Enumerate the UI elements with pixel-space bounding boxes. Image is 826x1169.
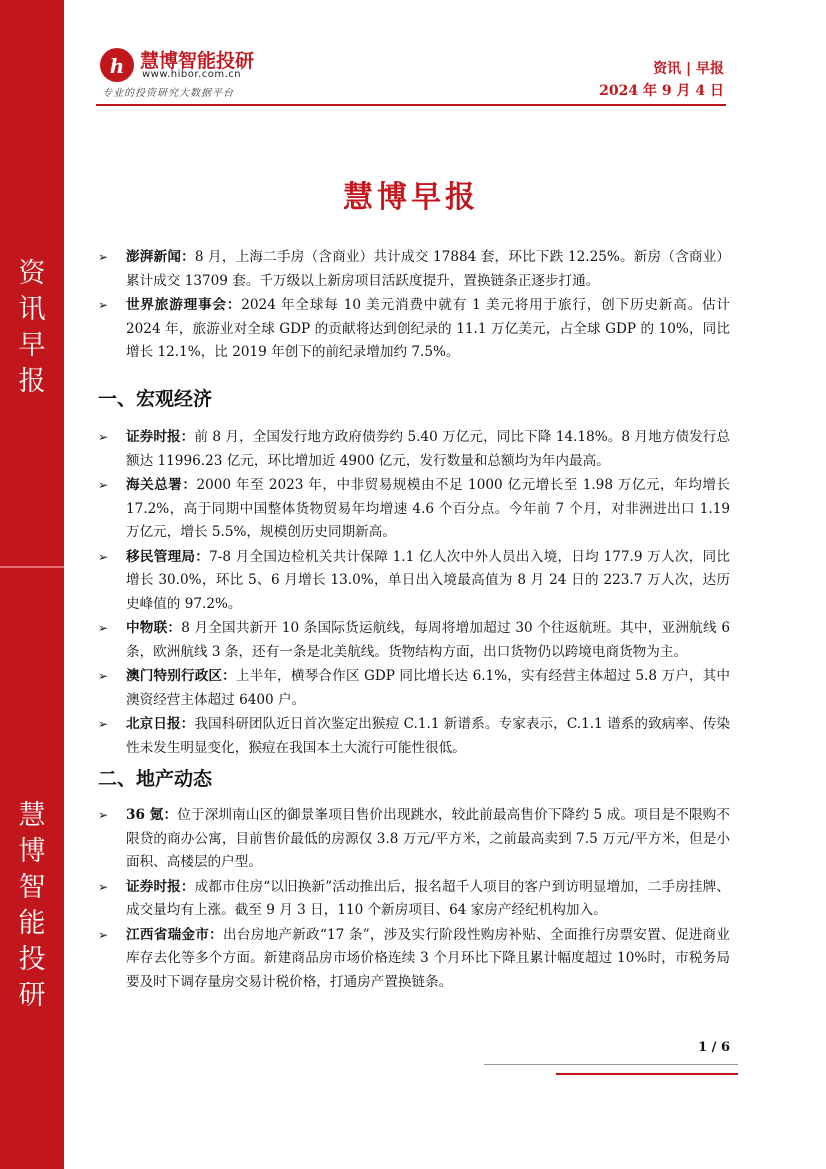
news-text: 成都市住房“以旧换新”活动推出后，报名超千人项目的客户到访明显增加，二手房挂牌、成交量均有上涨。截至 9 月 3 日，110 个新房项目、64 家房产经纪机构加入。 <box>126 878 730 918</box>
logo-url: www.hibor.com.cn <box>142 69 242 80</box>
logo-slogan: 专业的投资研究大数据平台 <box>102 88 234 99</box>
brand-logo <box>100 46 400 106</box>
logo-mark-icon: h <box>100 48 134 82</box>
footer-rule <box>484 1064 738 1065</box>
news-text: 2000 年至 2023 年，中非贸易规模由不足 1000 亿元增长至 1.98 万亿元，年均增长 17.2%，高于同期中国整体货物贸易年均增速 4.6 个百分点。今年前 7 个月，对非洲进出口 1.19 万亿元，增长 5.5%，规模创历史同期新高。 <box>126 477 730 540</box>
sidebar-char: 研 <box>18 980 46 1011</box>
news-source: 江西省瑞金市： <box>126 926 224 943</box>
page-title: 慧博早报 <box>343 180 479 215</box>
news-item <box>98 713 730 760</box>
news-source: 澎湃新闻： <box>126 249 195 265</box>
sidebar-char: 讯 <box>18 294 46 325</box>
footer-accent-rule <box>556 1073 738 1075</box>
arrow-bullet-icon: ➢ <box>98 430 109 444</box>
sidebar-band <box>0 0 64 1169</box>
news-item <box>98 426 730 473</box>
header-date: 2024 年 9 月 4 日 <box>599 83 724 99</box>
arrow-bullet-icon: ➢ <box>98 927 109 942</box>
sidebar-char: 资 <box>18 258 46 289</box>
news-item <box>98 294 730 365</box>
sidebar-char: 博 <box>18 836 46 867</box>
arrow-bullet-icon: ➢ <box>98 549 109 564</box>
property-list <box>98 804 730 995</box>
sidebar-divider <box>0 566 64 568</box>
sidebar-char: 智 <box>18 872 46 903</box>
section-heading: 一、宏观经济 <box>98 388 213 410</box>
news-text: 8 月，上海二手房（含商业）共计成交 17884 套，环比下跌 12.25%。新房（含商业）累计成交 13709 套。千万级以上新房项目活跃度提升，置换链条正逐步打通。 <box>126 249 731 289</box>
header-rule <box>96 104 726 106</box>
arrow-bullet-icon: ➢ <box>98 669 109 683</box>
logo-name: 慧博智能投研 <box>140 50 255 72</box>
sidebar-char: 慧 <box>18 800 46 831</box>
news-text: 位于深圳南山区的御景峯项目售价出现跳水，较此前最高售价下降约 5 成。项目是不限购不限贷的商办公寓，目前售价最低的房源仅 3.8 万元/平方米，之前最高卖到 7.5 万元/平方米，但是小面积、高楼层的户型。 <box>126 807 730 870</box>
news-item <box>98 804 730 875</box>
arrow-bullet-icon: ➢ <box>98 808 109 822</box>
news-source: 证券时报： <box>126 878 195 895</box>
news-text: 7-8 月全国边检机关共计保障 1.1 亿人次中外人员出入境，日均 177.9 万人次，同比增长 30.0%，环比 5、6 月增长 13.0%，单日出入境最高值为 8 月 24 日的 223.7 万人次，达历史峰值的 97.2%。 <box>126 548 731 612</box>
sidebar-char: 早 <box>18 330 46 361</box>
sidebar-bottom-label <box>0 798 64 1014</box>
news-source: 中物联： <box>126 620 182 636</box>
arrow-bullet-icon: ➢ <box>98 478 109 492</box>
arrow-bullet-icon: ➢ <box>98 621 109 635</box>
news-source: 36 氪： <box>126 807 178 823</box>
sidebar-char: 投 <box>18 944 46 975</box>
news-item <box>98 924 730 995</box>
news-source: 澳门特别行政区： <box>126 668 236 684</box>
news-source: 海关总署： <box>126 477 197 493</box>
news-source: 证券时报： <box>126 429 195 445</box>
news-item <box>98 876 730 923</box>
news-source: 北京日报： <box>126 716 195 732</box>
news-item <box>98 246 730 293</box>
sidebar-char: 报 <box>18 366 46 397</box>
arrow-bullet-icon: ➢ <box>98 879 109 894</box>
arrow-bullet-icon: ➢ <box>98 717 109 731</box>
header-category: 资讯 | 早报 <box>653 61 724 77</box>
intro-list <box>98 246 730 366</box>
news-source: 世界旅游理事会： <box>126 297 242 313</box>
news-text: 我国科研团队近日首次鉴定出猴痘 C.1.1 新谱系。专家表示，C.1.1 谱系的致病率、传染性未发生明显变化，猴痘在我国本土大流行可能性很低。 <box>126 716 730 756</box>
page-number: 1 / 6 <box>698 1040 730 1055</box>
sidebar-top-label <box>0 256 64 400</box>
news-text: 2024 年全球每 10 美元消费中就有 1 美元将用于旅行，创下历史新高。估计 2024 年，旅游业对全球 GDP 的贡献将达到创纪录的 11.1 万亿美元，占全球 GDP 的 10%，同比增长 12.1%，比 2019 年创下的前纪录增加约 7.5%。 <box>126 297 730 360</box>
arrow-bullet-icon: ➢ <box>98 298 109 312</box>
news-item <box>98 665 730 712</box>
news-item <box>98 546 730 617</box>
arrow-bullet-icon: ➢ <box>98 250 109 264</box>
news-item <box>98 617 730 664</box>
news-text: 出台房地产新政“17 条”，涉及实行阶段性购房补贴、全面推行房票安置、促进商业库存去化等多个方面。新建商品房市场价格连续 3 个月环比下降且累计幅度超过 10%时，市税务局要及时下调存量房交易计税价格，打通房产置换链条。 <box>126 926 731 990</box>
news-source: 移民管理局： <box>126 548 210 565</box>
news-text: 8 月全国共新开 10 条国际货运航线，每周将增加超过 30 个往返航班。其中，亚洲航线 6 条，欧洲航线 3 条，还有一条是北美航线。货物结构方面，出口货物仍以跨境电商货物为主。 <box>126 620 730 660</box>
news-text: 上半年，横琴合作区 GDP 同比增长达 6.1%，实有经营主体超过 5.8 万户，其中澳资经营主体超过 6400 户。 <box>126 668 731 708</box>
sidebar-char: 能 <box>18 908 46 939</box>
section-heading: 二、地产动态 <box>98 768 213 790</box>
news-item <box>98 474 730 545</box>
macro-list <box>98 426 730 761</box>
news-text: 前 8 月，全国发行地方政府债券约 5.40 万亿元，同比下降 14.18%。8 月地方债发行总额达 11996.23 亿元，环比增加近 4900 亿元，发行数量和总额均为年内最高。 <box>126 429 731 469</box>
